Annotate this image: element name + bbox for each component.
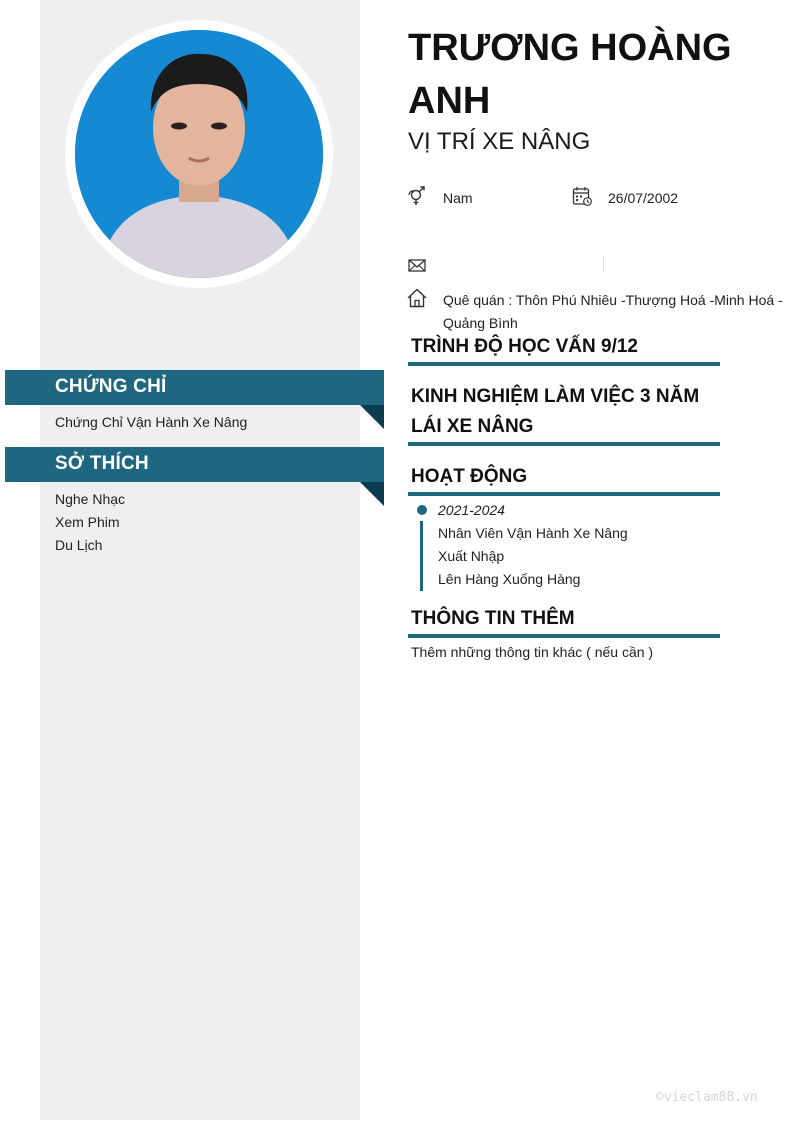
profile-photo-frame: [65, 20, 333, 288]
ribbon-fold: [360, 405, 384, 429]
hobby-item: Xem Phim: [55, 514, 120, 530]
certificates-header: [5, 370, 384, 405]
timeline-bar: [420, 521, 423, 591]
section-rule: [408, 492, 720, 496]
profile-photo: [75, 30, 323, 278]
home-icon: [407, 288, 427, 308]
activity-line: Xuất Nhập: [438, 548, 505, 564]
ribbon-fold: [360, 482, 384, 506]
hobbies-header: [5, 447, 384, 482]
birthdate-value: 26/07/2002: [608, 190, 679, 206]
section-rule: [408, 442, 720, 446]
gender-icon: [408, 186, 428, 206]
gender-value: Nam: [443, 190, 473, 206]
candidate-position: VỊ TRÍ XE NÂNG: [408, 128, 591, 155]
profile-photo-illustration: [75, 30, 323, 278]
hobby-item: Nghe Nhạc: [55, 491, 126, 507]
timeline-dot: [417, 505, 427, 515]
certificates-title: CHỨNG CHỈ: [55, 376, 167, 397]
education-title: TRÌNH ĐỘ HỌC VẤN 9/12: [411, 336, 638, 357]
experience-title: KINH NGHIỆM LÀM VIỆC 3 NĂM LÁI XE NÂNG: [411, 386, 700, 437]
additional-info-text: Thêm những thông tin khác ( nếu cần ): [411, 644, 654, 660]
watermark: ©vieclam88.vn: [656, 1090, 758, 1105]
hobbies-list: [55, 488, 125, 557]
activity-line: Lên Hàng Xuống Hàng: [438, 571, 581, 587]
hometown-value: Quê quán : Thôn Phú Nhiêu -Thượng Hoá -Minh Hoá - Quảng Bình: [443, 292, 783, 331]
email-value: [443, 256, 604, 272]
candidate-name: TRƯƠNG HOÀNG ANH: [408, 27, 732, 122]
certificate-item: Chứng Chỉ Vận Hành Xe Nâng: [55, 414, 248, 430]
hobby-item: Du Lịch: [55, 537, 103, 553]
additional-info-title: THÔNG TIN THÊM: [411, 608, 575, 629]
activities-title: HOẠT ĐỘNG: [411, 466, 528, 487]
section-rule: [408, 634, 720, 638]
activity-line: Nhân Viên Vận Hành Xe Nâng: [438, 525, 628, 541]
activity-period: 2021-2024: [438, 502, 505, 518]
calendar-icon: [572, 186, 592, 206]
section-rule: [408, 362, 720, 366]
hobbies-title: SỞ THÍCH: [55, 453, 149, 474]
envelope-icon: [408, 256, 428, 276]
certificates-list: [55, 411, 247, 434]
